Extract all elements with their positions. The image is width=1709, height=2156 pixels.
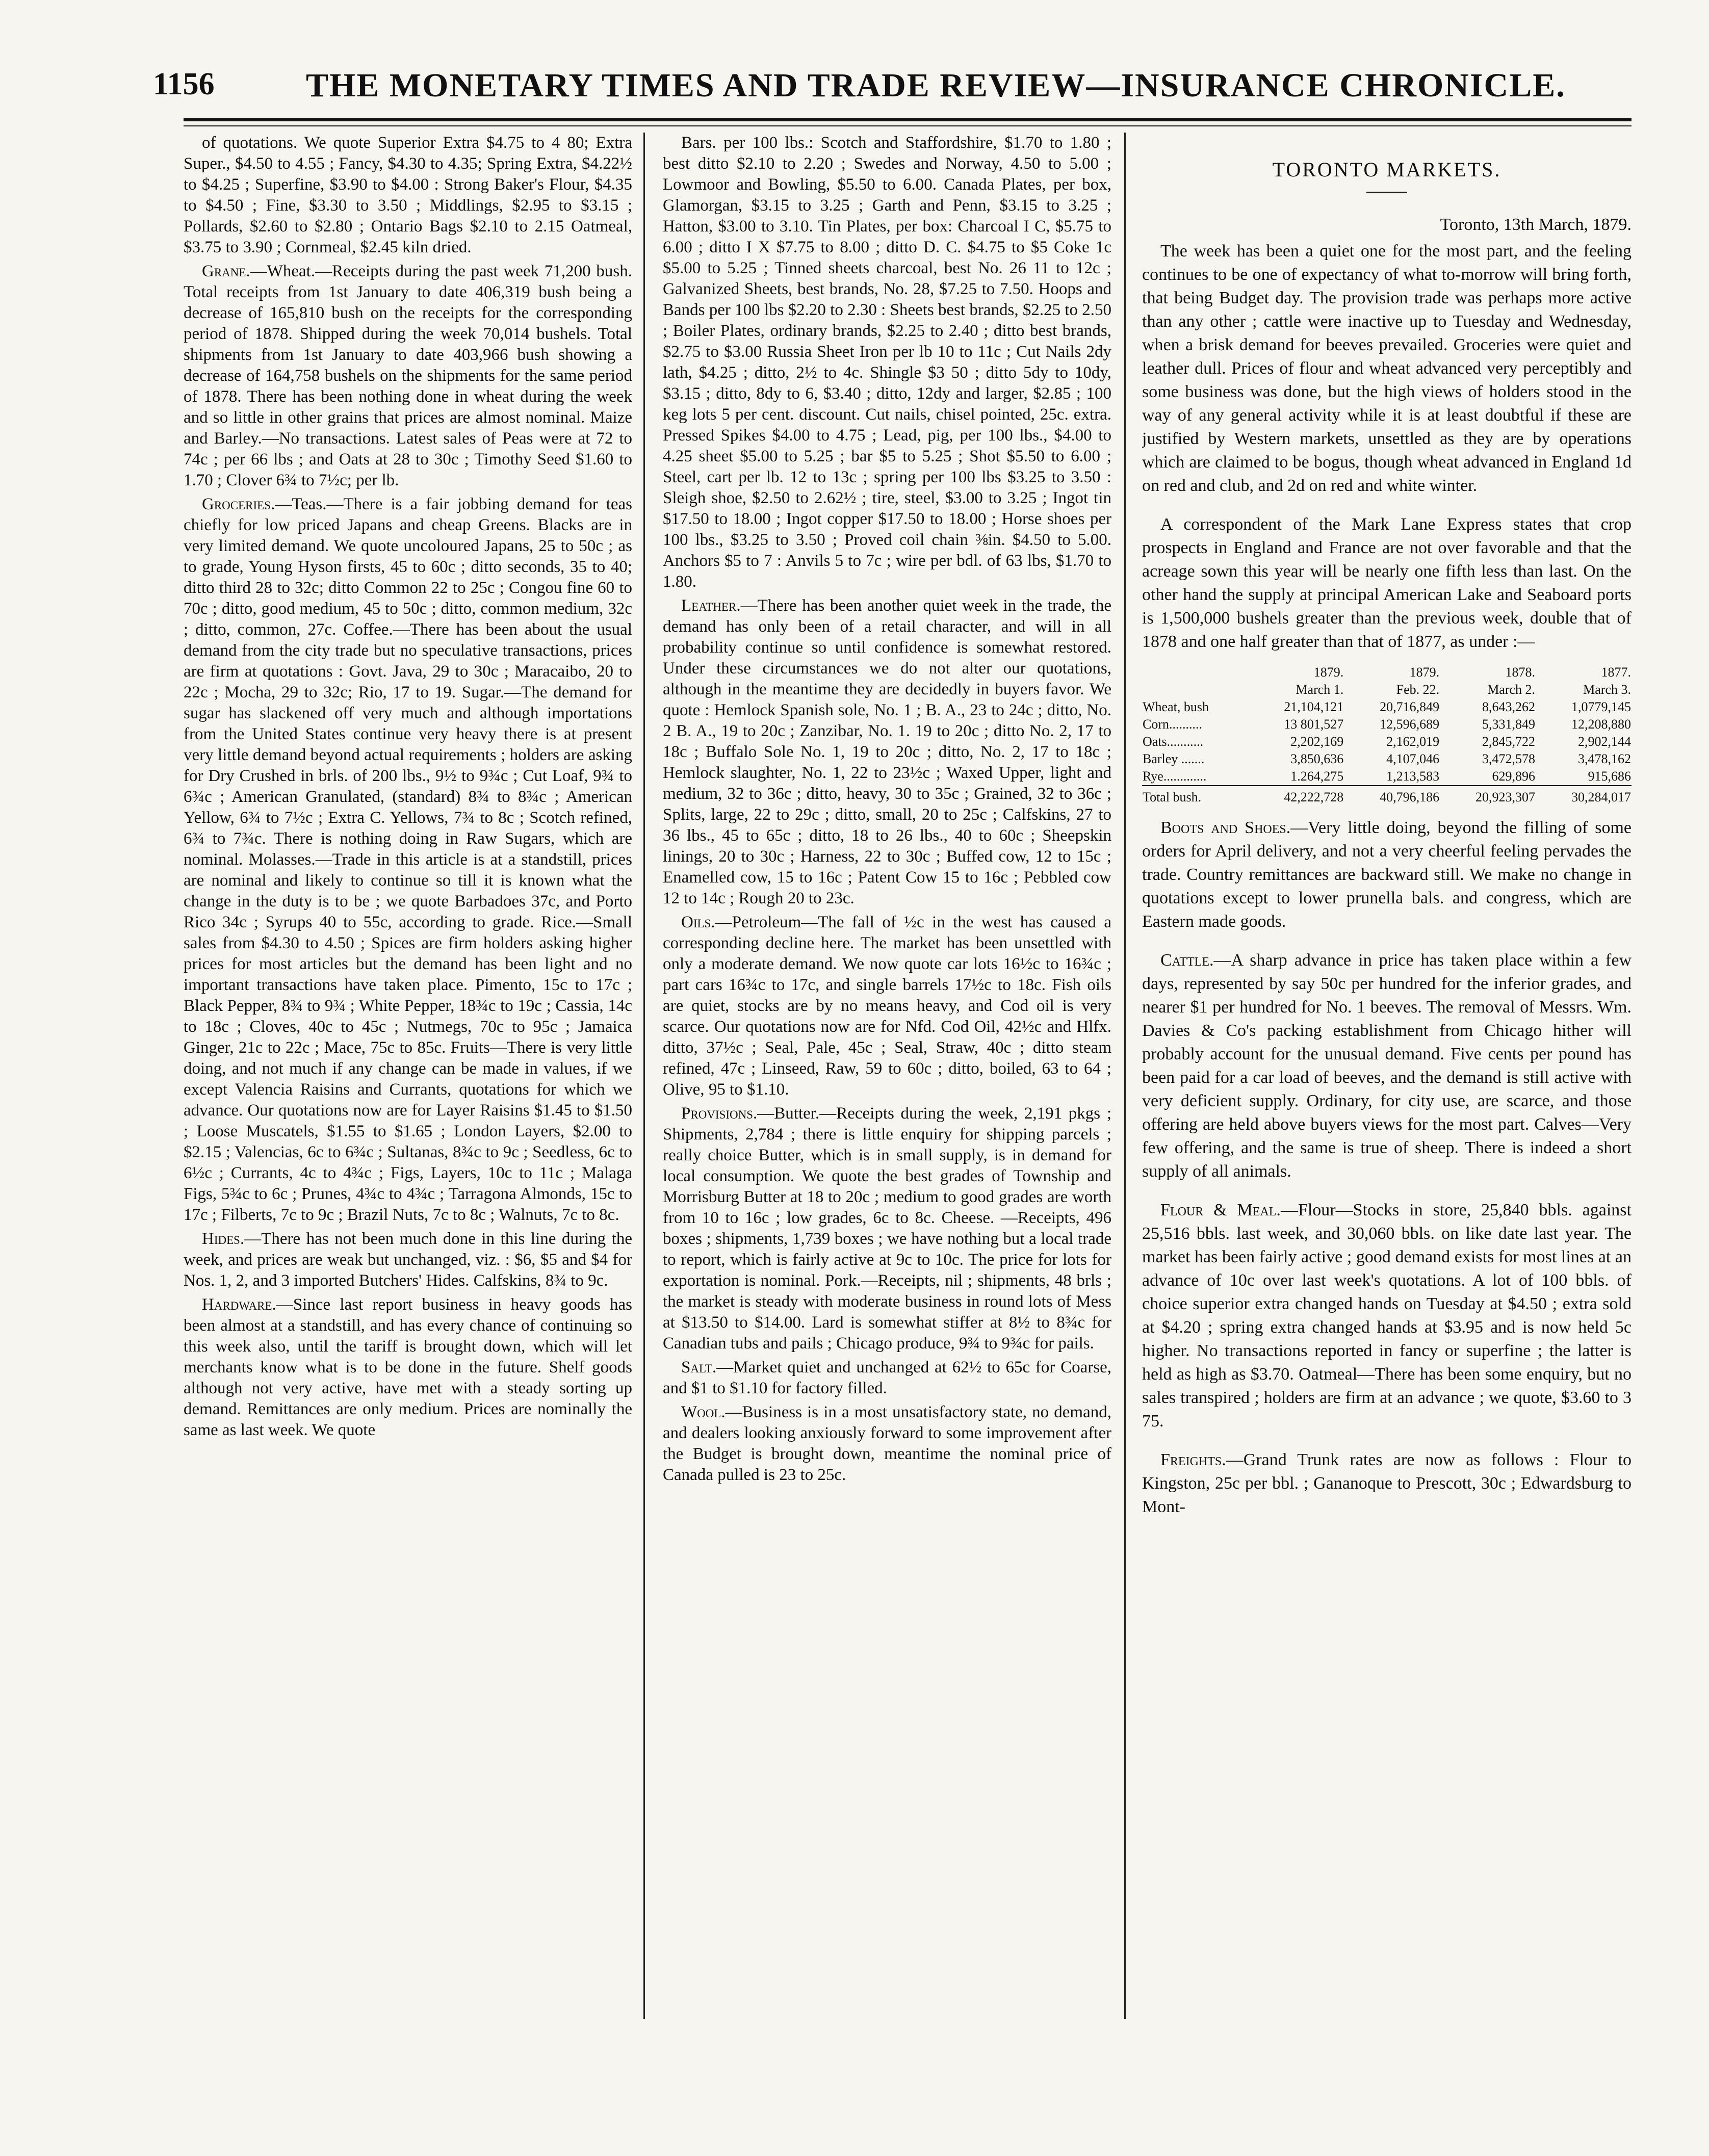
table-cell: 12,596,689 — [1380, 717, 1440, 732]
table-cell: 3,478,162 — [1578, 751, 1631, 766]
row-label: Oats........... — [1143, 734, 1204, 749]
column-3 — [1142, 133, 1632, 2029]
article-paragraph: Bars. per 100 lbs.: Scotch and Staffordshire, $1.70 to 1.80 ; best ditto $2.10 to 2.20 ; Swedes and Norway, 4.50 to 5.00 ; Lowmoor and Bowling, $5.50 to 6.00. Canada Plates, per box, Glamorgan, $3.15 to 3.25 ; Garth and Penn, $3.15 to 3.25 ; Hatton, $3.00 to 3.10. Tin Plates, per box: Charcoal I C, $5.75 to 6.00 ; ditto I X $7.75 to 8.00 ; ditto D. C. $4.75 to $5 Coke 1c $5.00 to 5.25 ; Tinned sheets charcoal, best No. 26 11 to 12c ; Galvanized Sheets, best brands, No. 28, $7.25 to 7.50. Hoops and Bands per 100 lbs $2.20 to 2.30 : Sheets best brands, $2.25 to 2.50 ; Boiler Plates, ordinary brands, $2.25 to 2.40 ; ditto best brands, $2.75 to $3.00 Russia Sheet Iron per lb 10 to 11c ; Cut Nails 2dy lath, $4.25 ; ditto, 2½ to 4c. Shingle $3 50 ; ditto 5dy to 10dy, $3.15 ; ditto, 8dy to 6, $3.40 ; ditto, 12dy and larger, $2.85 ; 100 keg lots 5 per cent. discount. Cut nails, chisel pointed, 25c. extra. Pressed Spikes $4.00 to 4.75 ; Lead, pig, per 100 lbs., $4.00 to 4.25 sheet $5.00 to 5.25 ; bar $5 to 5.25 ; Shot $5.50 to 6.00 ; Steel, cart per lb. 12 to 13c ; spring per 100 lbs $3.25 to 3.50 : Sleigh shoe, $2.50 to 2.62½ ; tire, steel, $3.00 to 3.25 ; Ingot tin $17.50 to 18.00 ; Ingot copper $17.50 to 18.00 ; Horse shoes per 100 lbs., $3.25 to 3.50 ; Proved coil chain ⅜in. $4.50 to 5.00. Anchors $5 to 7 : Anvils 5 to 7c ; wire per bdl. of 63 lbs, $1.70 to 1.80. — [663, 134, 1111, 591]
page-header — [153, 56, 1642, 117]
grain-supply-table — [1142, 664, 1632, 806]
column-1 — [184, 133, 632, 2029]
header-rule-thin — [184, 125, 1632, 126]
table-header-date: Feb. 22. — [1396, 682, 1440, 697]
section-head: Salt. — [681, 1358, 717, 1376]
section-head: Flour & Meal. — [1160, 1201, 1281, 1219]
header-rule-thick — [184, 118, 1632, 121]
table-header-blank — [1142, 681, 1248, 698]
table-cell: 20,923,307 — [1440, 786, 1536, 806]
dateline: Toronto, 13th March, 1879. — [1440, 215, 1632, 234]
row-label: Barley ....... — [1143, 751, 1205, 766]
table-row — [1142, 698, 1632, 716]
section-head: Groceries. — [202, 495, 275, 513]
table-cell: 1,213,583 — [1386, 769, 1440, 784]
article-paragraph: Flour & Meal.—Flour—Stocks in store, 25,840 bbls. against 25,516 bbls. last week, and 30,060 bbls. on like date last year. The market has been fairly active ; good demand exists for most lines at an advance of 10c over last week's quotations. A lot of 100 bbls. of choice superior extra changed hands on Tuesday at $4.50 ; extra sold at $4.20 ; spring extra changed hands at $3.95 and is now held 5c higher. No transactions reported in fancy or superfine ; the latter is held as high as $3.70. Oatmeal—There has been some enquiry, but no sales transpired ; holders are firm at an advance ; we quote, $3.60 to 3 75. — [1142, 1201, 1632, 1431]
table-cell: 12,208,880 — [1571, 717, 1631, 732]
table-cell: 13 801,527 — [1284, 717, 1344, 732]
table-cell: 629,896 — [1492, 769, 1536, 784]
table-cell: 4,107,046 — [1386, 751, 1440, 766]
table-header-blank — [1142, 664, 1248, 681]
row-label: Total bush. — [1142, 786, 1248, 806]
row-label: Corn.......... — [1143, 717, 1202, 732]
article-paragraph: Boots and Shoes.—Very little doing, beyond the filling of some orders for April delivery, and not a very cheerful feeling pervades the trade. Country remittances are backward still. We make no change in quotations except to lower prunella bals. and congress, which are Eastern made goods. — [1142, 818, 1632, 931]
article-paragraph: Provisions.—Butter.—Receipts during the week, 2,191 pkgs ; Shipments, 2,784 ; there is little enquiry for shipping parcels ; really choice Butter, which is in small supply, is in demand for local consumption. We quote the best grades of Township and Morrisburg Butter at 18 to 20c ; medium to good grades are worth from 10 to 16c ; low grades, 6c to 8c. Cheese. —Receipts, 496 boxes ; shipments, 1,739 boxes ; we have nothing but a local trade to report, which is fairly active at 9c to 10c. The price for lots for exportation is nominal. Pork.—Receipts, nil ; shipments, 48 brls ; the market is steady with moderate business in round lots of Mess at $13.50 to $14.00. Lard is somewhat stiffer at 8½ to 8¾c for Canadian tubs and pails ; Chicago produce, 9¾ to 9¾c for pails. — [663, 1104, 1111, 1353]
table-header-row — [1142, 664, 1632, 681]
section-head: Hides. — [202, 1230, 245, 1248]
row-label: Wheat, bush — [1143, 699, 1209, 714]
column-2 — [663, 133, 1111, 2029]
table-cell: 40,796,186 — [1344, 786, 1440, 806]
article-paragraph: Hides.—There has not been much done in this line during the week, and prices are weak but unchanged, viz. : $6, $5 and $4 for Nos. 1, 2, and 3 imported Butchers' Hides. Calfskins, 8¾ to 9c. — [184, 1230, 632, 1290]
article-paragraph: Salt.—Market quiet and unchanged at 62½ to 65c for Coarse, and $1 to $1.10 for factory filled. — [663, 1358, 1111, 1397]
section-head: Cattle. — [1160, 951, 1214, 970]
table-cell: 915,686 — [1588, 769, 1631, 784]
article-paragraph: A correspondent of the Mark Lane Express states that crop prospects in England and France are not over favorable and that the acreage sown this year will be nearly one fifth less than last. On the other hand the supply at principal American Lake and Seaboard ports is 1,500,000 bushels greater than the previous week, double that of 1878 and one half greater than that of 1877, as under :— — [1142, 515, 1632, 651]
table-header-year: 1878. — [1505, 665, 1536, 680]
table-header-date: March 1. — [1296, 682, 1344, 697]
table-total-row — [1142, 786, 1632, 806]
table-header-year: 1879. — [1313, 665, 1344, 680]
table-cell: 2,902,144 — [1578, 734, 1631, 749]
table-row — [1142, 750, 1632, 768]
section-head: Wool. — [681, 1403, 726, 1421]
table-header-date: March 3. — [1583, 682, 1631, 697]
section-head: Oils. — [681, 913, 715, 931]
article-paragraph: Hardware.—Since last report business in heavy goods has been almost at a standstill, and has every chance of continuing so this week also, until the tariff is brought down, which will let merchants know what is to be done in the future. Shelf goods although not very active, have met with a steady sorting up demand. Remittances are only medium. Prices are nominally the same as last week. We quote — [184, 1295, 632, 1439]
section-head: Grane. — [202, 262, 250, 280]
page-number: 1156 — [153, 67, 215, 101]
section-title: TORONTO MARKETS. — [1272, 158, 1501, 181]
article-paragraph: Freights.—Grand Trunk rates are now as follows : Flour to Kingston, 25c per bbl. ; Gananoque to Prescott, 30c ; Edwardsburg to Mont- — [1142, 1450, 1632, 1516]
article-paragraph: Leather.—There has been another quiet week in the trade, the demand has only been of a retail character, and will in all probability continue so until confidence is somewhat restored. Under these circumstances we do not alter our quotations, although in the meantime they are decidedly in buyers favor. We quote : Hemlock Spanish sole, No. 1 ; B. A., 23 to 24c ; ditto, No. 2 B. A., 19 to 20c ; Zanzibar, No. 1. 19 to 20c ; ditto No. 2, 17 to 18c ; Buffalo Sole No. 1, 19 to 20c ; ditto, No. 2, 17 to 18c ; Hemlock slaughter, No. 1, 22 to 23½c ; Waxed Upper, light and medium, 32 to 36c ; ditto, heavy, 30 to 35c ; Grained, 32 to 36c ; Splits, large, 22 to 29c ; ditto, small, 20 to 25c ; Calfskins, 27 to 36 lbs., 45 to 65c ; ditto, 18 to 26 lbs., 40 to 60c ; Sheepskin linings, 20 to 30c ; Harness, 22 to 30c ; Buffed cow, 12 to 15c ; Enamelled cow, 15 to 16c ; Patent Cow 15 to 16c ; Pebbled cow 12 to 14c ; Rough 20 to 23c. — [663, 596, 1111, 907]
table-cell: 2,162,019 — [1386, 734, 1440, 749]
table-cell: 3,850,636 — [1290, 751, 1344, 766]
table-header-date: March 2. — [1487, 682, 1536, 697]
table-cell: 30,284,017 — [1536, 786, 1632, 806]
table-row — [1142, 733, 1632, 750]
column-divider — [643, 133, 645, 2019]
table-header-year: 1879. — [1409, 665, 1440, 680]
masthead: THE MONETARY TIMES AND TRADE REVIEW—INSURANCE CHRONICLE. — [306, 67, 1566, 104]
table-header-row — [1142, 681, 1632, 698]
section-head: Boots and Shoes. — [1160, 818, 1291, 837]
table-cell: 21,104,121 — [1284, 699, 1344, 714]
table-cell: 2,845,722 — [1482, 734, 1536, 749]
article-paragraph: Oils.—Petroleum—The fall of ½c in the west has caused a corresponding decline here. The market has been unsettled with only a moderate demand. We now quote car lots 16½c to 16¾c ; part cars 16¾c to 17c, and single barrels 17½c to 18c. Fish oils are quiet, stocks are by no means heavy, and Cod oil is very scarce. Our quotations now are for Nfd. Cod Oil, 42½c and Hlfx. ditto, 37½c ; Seal, Pale, 45c ; Seal, Straw, 40c ; ditto steam refined, 47c ; Linseed, Raw, 59 to 60c ; ditto, boiled, 63 to 64 ; Olive, 95 to $1.10. — [663, 913, 1111, 1099]
table-row — [1142, 716, 1632, 733]
row-label: Rye............. — [1143, 769, 1207, 784]
section-head: Leather. — [681, 596, 741, 615]
table-cell: 42,222,728 — [1248, 786, 1344, 806]
table-cell: 2,202,169 — [1290, 734, 1344, 749]
table-cell: 5,331,849 — [1482, 717, 1536, 732]
title-dash — [1366, 192, 1407, 193]
column-divider — [1124, 133, 1126, 2019]
article-paragraph: Grane.—Wheat.—Receipts during the past week 71,200 bush. Total receipts from 1st January to date 406,319 bush being a decrease of 165,810 bush on the receipts for the corresponding period of 1878. Shipped during the week 70,014 bushels. Total shipments from 1st January to date 403,966 bush showing a decrease of 164,758 bushels on the shipments for the same period of 1878. There has been nothing done in wheat during the week and so little in other grains that prices are almost nominal. Maize and Barley.—No transactions. Latest sales of Peas were at 72 to 74c ; per 66 lbs ; and Oats at 28 to 30c ; Timothy Seed $1.60 to 1.70 ; Clover 6¾ to 7½c; per lb. — [184, 262, 632, 489]
table-cell: 8,643,262 — [1482, 699, 1536, 714]
article-paragraph: Cattle.—A sharp advance in price has taken place within a few days, represented by say 50c per hundred for the inferior grades, and nearer $1 per hundred for No. 1 beeves. The removal of Messrs. Wm. Davies & Co's packing establishment from Chicago hither will probably account for the unusual demand. Five cents per pound has been paid for a car load of beeves, and the demand is still active with very deficient supply. Ordinary, for city use, are scarce, and those offering are held above buyers views for the most part. Calves—Very few offering, and the same is true of sheep. There is indeed a short supply of all animals. — [1142, 951, 1632, 1181]
section-head: Provisions. — [681, 1104, 758, 1123]
section-head: Hardware. — [202, 1295, 276, 1314]
table-cell: 1,0779,145 — [1571, 699, 1631, 714]
table-cell: 1.264,275 — [1290, 769, 1344, 784]
article-paragraph: The week has been a quiet one for the most part, and the feeling continues to be one of expectancy of what to-morrow will bring forth, that being Budget day. The provision trade was perhaps more active than any other ; cattle were inactive up to Tuesday and Wednesday, when a brisk demand for beeves prevailed. Groceries were quiet and leather dull. Prices of flour and wheat advanced very perceptibly and some business was done, but the high views of holders stood in the way of any general activity while it is at least doubtful if these are justified by Western markets, unsettled as they are by operations which are claimed to be bogus, though wheat advanced in England 1d on red and club, and 2d on red and white winter. — [1142, 242, 1632, 495]
article-paragraph: Wool.—Business is in a most unsatisfactory state, no demand, and dealers looking anxiously forward to some improvement after the Budget is brought down, meantime the nominal price of Canada pulled is 23 to 25c. — [663, 1403, 1111, 1484]
article-paragraph: of quotations. We quote Superior Extra $4.75 to 4 80; Extra Super., $4.50 to 4.55 ; Fancy, $4.30 to 4.35; Spring Extra, $4.22½ to $4.25 ; Superfine, $3.90 to $4.00 : Strong Baker's Flour, $4.35 to $4.50 ; Fine, $3.30 to 3.50 ; Middlings, $2.95 to $3.15 ; Pollards, $2.60 to $2.80 ; Ontario Bags $2.10 to 2.15 Oatmeal, $3.75 to 3.90 ; Cornmeal, $2.45 kiln dried. — [184, 134, 632, 256]
table-header-year: 1877. — [1601, 665, 1631, 680]
article-paragraph: Groceries.—Teas.—There is a fair jobbing demand for teas chiefly for low priced Japans and cheap Greens. Blacks are in very limited demand. We quote uncoloured Japans, 25 to 50c ; as to grade, Young Hyson firsts, 45 to 60c ; ditto seconds, 35 to 40; ditto third 28 to 32c; ditto Common 22 to 25c ; Congou fine 60 to 70c ; ditto, good medium, 45 to 50c ; ditto, common medium, 32c ; ditto, common, 27c. Coffee.—There has been about the usual demand from the city trade but no speculative transactions, prices are firm at quotations : Govt. Java, 29 to 30c ; Maracaibo, 20 to 22c ; Mocha, 29 to 32c; Rio, 17 to 19. Sugar.—The demand for sugar has slackened off very much and although importations from the United States continue very heavy there is at present very little demand beyond actual requirements ; holders are asking for Dry Crushed in brls. of 200 lbs., 9½ to 9¾c ; Cut Loaf, 9¾ to 6¾c ; American Granulated, (standard) 8¾ to 8¾c ; American Yellow, 6¾ to 7½c ; Extra C. Yellows, 7¾ to 8c ; Scotch refined, 6¾ to 7¾c. There is nothing doing in Raw Sugars, which are nominal. Molasses.—Trade in this article is at a standstill, prices are nominal and likely to continue so till it is known what the change in the duty is to be ; we quote Barbadoes 37c, and Porto Rico 34c ; Syrups 40 to 55c, according to grade. Rice.—Small sales from $4.30 to 4.50 ; Spices are firm holders asking higher prices for most articles but the demand has been light and no important transactions have taken place. Pimento, 15c to 17c ; Black Pepper, 8¾ to 9¾ ; White Pepper, 18¾c to 19c ; Cassia, 14c to 18c ; Cloves, 40c to 45c ; Nutmegs, 70c to 95c ; Jamaica Ginger, 21c to 22c ; Mace, 75c to 85c. Fruits—There is very little doing, and not much if any change can be made in values, if we except Valencia Raisins and Currants, quotations for which we advance. Our quotations now are for Layer Raisins $1.45 to $1.50 ; Loose Muscatels, $1.55 to $1.65 ; London Layers, $2.00 to $2.15 ; Valencias, 6c to 6¾c ; Sultanas, 8¾c to 9c ; Seedless, 6c to 6½c ; Currants, 4c to 4¾c ; Figs, Layers, 10c to 11c ; Malaga Figs, 5¾c to 6c ; Prunes, 4¾c to 4¾c ; Tarragona Almonds, 15c to 17c ; Filberts, 7c to 9c ; Brazil Nuts, 7c to 8c ; Walnuts, 7c to 8c. — [184, 495, 632, 1224]
table-cell: 3,472,578 — [1482, 751, 1536, 766]
table-cell: 20,716,849 — [1380, 699, 1440, 714]
section-head: Freights. — [1160, 1450, 1226, 1469]
table-row — [1142, 768, 1632, 786]
